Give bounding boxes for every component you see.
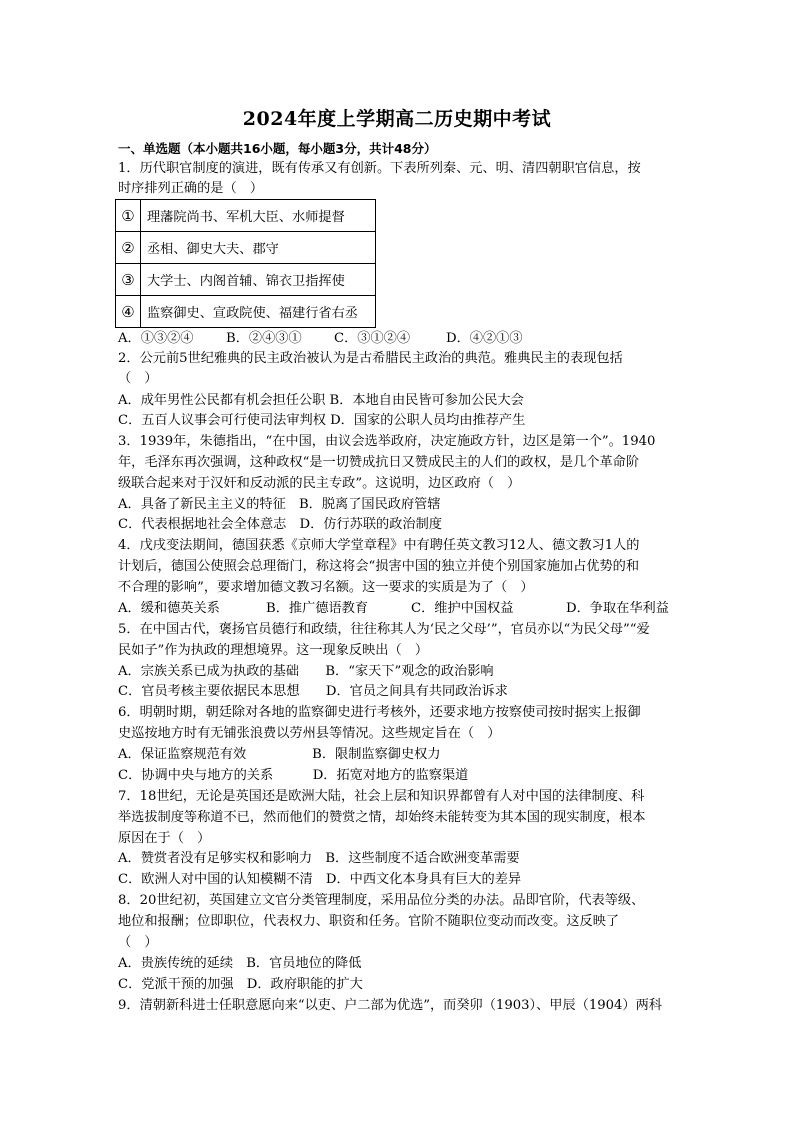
row-text: 丞相、御史大夫、郡守 [141,232,376,264]
question-6-text: 史巡按地方时有无铺张浪费以劳州县等情况。这些规定旨在（ ） [118,726,501,741]
question-3-text: 级联合起来对于汉奸和反动派的民主专政”。这说明，边区政府（ ） [118,476,521,491]
question-3-text: 年，毛泽东再次强调，这种政权“是一切赞成抗日又赞成民主的人们的政权，是几个革命阶 [118,455,640,470]
question-5-text: 民如子”作为执政的理想境界。这一现象反映出（ ） [118,643,429,658]
question-3-option-line: A．具备了新民主主义的特征 B．脱离了国民政府管辖 [118,497,441,512]
row-number: ④ [116,296,141,328]
option-b: B．推广德语教育 [266,601,369,616]
row-number: ③ [116,264,141,296]
question-5-option-line: C．官员考核主要依据民本思想 D．官员之间具有共同政治诉求 [118,684,508,699]
question-6-option-line: C．协调中央与地方的关系 D．拓宽对地方的监察渠道 [118,768,469,783]
question-7-text: 举选拔制度等称道不已，然而他们的赞赏之情，却始终未能转变为其本国的现实制度，根本 [118,810,646,825]
question-9-text: 9．清朝新科进士任职意愿向来“以吏、户二部为优选”，而癸卯（1903）、甲辰（1904）两科 [118,998,662,1013]
question-1-options [118,329,523,349]
row-number: ① [116,200,141,232]
question-5-option-line: A．宗族关系已成为执政的基础 B．“家天下”观念的政治影响 [118,664,494,679]
question-8-text: （ ） [118,935,158,950]
question-8-option-line: C．党派干预的加强 D．政府职能的扩大 [118,977,363,992]
question-4-text: 计划后，德国公使照会总理衙门，称这将会“损害中国的独立并使个别国家施加占优势的和 [118,559,640,574]
question-7-text: 原因在于（ ） [118,831,211,846]
row-text: 大学士、内阁首辅、锦衣卫指挥使 [141,264,376,296]
option-c: C．③①②④ [334,331,411,346]
question-4-text: 不合理的影响”，要求增加德文教习名额。这一要求的实质是为了（ ） [118,580,534,595]
question-6-option-line: A．保证监察规范有效 B．限制监察御史权力 [118,747,441,762]
question-2-text: （ ） [118,371,158,386]
question-7-option-line: C．欧洲人对中国的认知模糊不清 D．中西文化本身具有巨大的差异 [118,872,522,887]
table-row [116,200,376,232]
option-a: A．①③②④ [118,331,194,346]
question-5-text: 5．在中国古代，褒扬官员德行和政绩，往往称其人为‘民之父母’”，官员亦以“为民父母”“爱 [118,622,650,637]
table-row [116,296,376,328]
page-title: 2024年度上学期高二历史期中考试 [242,108,552,130]
option-d: D．④②①③ [446,331,523,346]
question-4-text: 4．戊戌变法期间，德国获悉《京师大学堂章程》中有聘任英文教习12人、德文教习1人的 [118,538,640,553]
question-4-options [118,599,669,619]
table-row [116,264,376,296]
question-1-text: 1．历代职官制度的演进，既有传承又有创新。下表所列秦、元、明、清四朝职官信息，按 [118,161,641,176]
row-number: ② [116,232,141,264]
row-text: 理藩院尚书、军机大臣、水师提督 [141,200,376,232]
question-8-text: 8．20世纪初，英国建立文官分类管理制度，采用品位分类的办法。品即官阶，代表等级、 [118,893,645,908]
option-d: D．争取在华利益 [566,601,669,616]
option-c: C．维护中国权益 [411,601,514,616]
row-text: 监察御史、宣政院使、福建行省右丞 [141,296,376,328]
option-b: B．②④③① [226,331,302,346]
question-2-option-line: A．成年男性公民都有机会担任公职 B．本地自由民皆可参加公民大会 [118,393,524,408]
question-3-text: 3．1939年，朱德指出，“在中国，由议会选举政府，决定施政方针，边区是第一个”。1940 [118,434,656,449]
question-3-option-line: C．代表根据地社会全体意志 D．仿行苏联的政治制度 [118,517,442,532]
question-6-text: 6．明朝时期，朝廷除对各地的监察御史进行考核外，还要求地方按察使司按时据实上报御 [118,705,641,720]
question-2-option-line: C．五百人议事会可行使司法审判权 D．国家的公职人员均由推荐产生 [118,413,526,428]
question-7-text: 7．18世纪，无论是英国还是欧洲大陆，社会上层和知识界都曾有人对中国的法律制度、科 [118,789,645,804]
question-1-text: 时序排列正确的是（ ） [118,181,264,196]
table-row [116,232,376,264]
option-a: A．缓和德英关系 [118,601,220,616]
section-heading: 一、单选题（本小题共16小题，每小题3分，共计48分） [118,141,437,156]
question-8-option-line: A．贵族传统的延续 B．官员地位的降低 [118,956,362,971]
question-2-text: 2．公元前5世纪雅典的民主政治被认为是古希腊民主政治的典范。雅典民主的表现包括 [118,351,623,366]
question-7-option-line: A．赞赏者没有足够实权和影响力 B．这些制度不适合欧洲变革需要 [118,851,520,866]
question-8-text: 地位和报酬；位即职位，代表权力、职资和任务。官阶不随职位变动而改变。这反映了 [118,914,620,929]
official-titles-table [115,199,376,328]
